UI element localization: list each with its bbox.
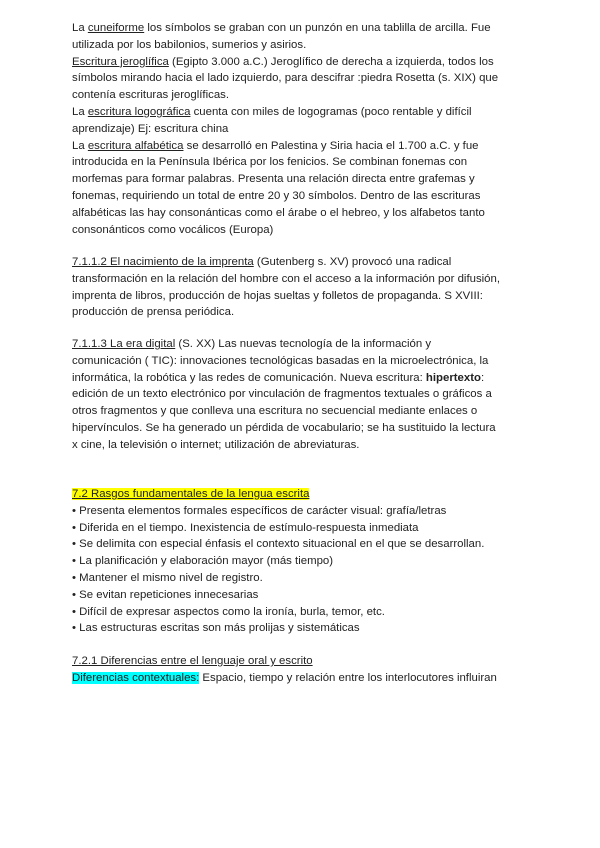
text-span: La <box>72 22 88 34</box>
text-line: utilizada por los babilonios, sumerios y asirios. <box>72 38 307 51</box>
text-line <box>72 370 542 387</box>
text-span: La <box>72 106 88 118</box>
term-hipertexto: hipertexto <box>425 371 481 384</box>
text-line: alfabéticas las hay consonánticas como el árabe o el hebreo, y los alfabetos tanto <box>72 206 485 219</box>
text-span: (S. XX) Las nuevas tecnología de la información y <box>175 338 432 350</box>
text-span: Espacio, tiempo y relación entre los interlocutores influiran <box>199 671 497 684</box>
section-heading-line <box>72 653 542 670</box>
text-line <box>72 104 542 121</box>
text-line <box>72 138 542 155</box>
text-line: imprenta de libros, producción de hojas sueltas y folletos de propaganda. S XVIII: <box>72 289 483 302</box>
section-rasgos <box>72 486 542 637</box>
term-jeroglifica: Escritura jeroglífica <box>72 55 169 68</box>
text-line: fonemas, requiriendo un total de entre 20 y 30 símbolos. Dentro de las escrituras <box>72 189 481 202</box>
bullet-item: • Presenta elementos formales específicos de carácter visual: grafía/letras <box>72 504 447 517</box>
bullet-item: • Diferida en el tiempo. Inexistencia de estímulo-respuesta inmediata <box>72 521 419 534</box>
paragraph-alfabetica <box>72 138 542 239</box>
text-line: hipervínculos. Se ha generado un pérdida de vocabulario; se ha sustituido la lectura <box>72 421 496 434</box>
text-line: símbolos mirando hacia el lado izquierdo, para descifrar :piedra Rosetta (s. XIX) que <box>72 72 499 85</box>
heading-imprenta: 7.1.1.2 El nacimiento de la imprenta <box>72 256 254 268</box>
text-line: x cine, la televisión o internet; utilización de abreviaturas. <box>72 438 360 451</box>
bullet-item: • La planificación y elaboración mayor (más tiempo) <box>72 555 334 568</box>
section-heading-line <box>72 486 542 503</box>
text-span: los símbolos se graban con un punzón en una tablilla de arcilla. Fue <box>144 22 491 34</box>
text-line: aprendizaje) Ej: escritura china <box>72 122 229 135</box>
bullet-item: • Se evitan repeticiones innecesarias <box>72 588 259 601</box>
text-line: comunicación ( TIC): innovaciones tecnológicas basadas en la microelectrónica, la <box>72 354 489 367</box>
text-line: introducida en la Península Ibérica por los fenicios. Se combinan fonemas con <box>72 156 468 169</box>
highlight-contextuales: Diferencias contextuales: <box>72 671 200 684</box>
text-span: : <box>480 371 485 384</box>
text-line: consonánticos como vocálicos (Europa) <box>72 223 274 236</box>
paragraph-logografica <box>72 104 542 138</box>
paragraph-era-digital <box>72 336 542 454</box>
text-line: producción de prensa periódica. <box>72 306 235 319</box>
text-line: otros fragmentos y que conlleva una escritura no secuencial mediante enlaces o <box>72 405 478 418</box>
term-logografica: escritura logográfica <box>87 106 191 118</box>
heading-era-digital: 7.1.1.3 La era digital <box>72 338 176 350</box>
text-line <box>72 20 542 37</box>
text-span: La <box>72 139 88 152</box>
bullet-item: • Mantener el mismo nivel de registro. <box>72 571 263 584</box>
text-line <box>72 670 542 687</box>
paragraph-jeroglifica <box>72 54 542 104</box>
text-span: cuenta con miles de logogramas (poco rentable y difícil <box>190 106 472 118</box>
text-line <box>72 254 542 271</box>
text-span: se desarrolló en Palestina y Siria hacia el 1.700 a.C. y fue <box>183 139 479 152</box>
paragraph-imprenta <box>72 254 542 321</box>
bullet-item: • Difícil de expresar aspectos como la ironía, burla, temor, etc. <box>72 605 385 618</box>
text-span: (Gutenberg s. XV) provocó una radical <box>253 256 452 268</box>
term-alfabetica: escritura alfabética <box>87 139 184 152</box>
bullet-item: • Se delimita con especial énfasis el contexto situacional en el que se desarrollan. <box>72 538 485 551</box>
text-span: informática, la robótica y las redes de comunicación. Nueva escritura: <box>72 371 426 384</box>
text-line: contenía escrituras jeroglíficas. <box>72 89 230 102</box>
text-line: edición de un texto electrónico por vinculación de fragmentos textuales o gráficos a <box>72 388 492 401</box>
section-diferencias <box>72 653 542 687</box>
term-cuneiforme: cuneiforme <box>87 22 145 34</box>
section-heading-rasgos: 7.2 Rasgos fundamentales de la lengua escrita <box>72 488 310 500</box>
text-line <box>72 336 542 353</box>
text-line: morfemas para formar palabras. Presenta una relación directa entre grafemas y <box>72 173 475 186</box>
section-heading-diferencias: 7.2.1 Diferencias entre el lenguaje oral y escrito <box>72 655 313 667</box>
text-span: (Egipto 3.000 a.C.) Jeroglífico de derecha a izquierda, todos los <box>168 55 494 68</box>
text-line <box>72 54 542 71</box>
text-line: transformación en la relación del hombre con el acceso a la información por difusión, <box>72 272 501 285</box>
bullet-item: • Las estructuras escritas son más prolijas y sistemáticas <box>72 622 360 635</box>
paragraph-cuneiforme <box>72 20 542 54</box>
